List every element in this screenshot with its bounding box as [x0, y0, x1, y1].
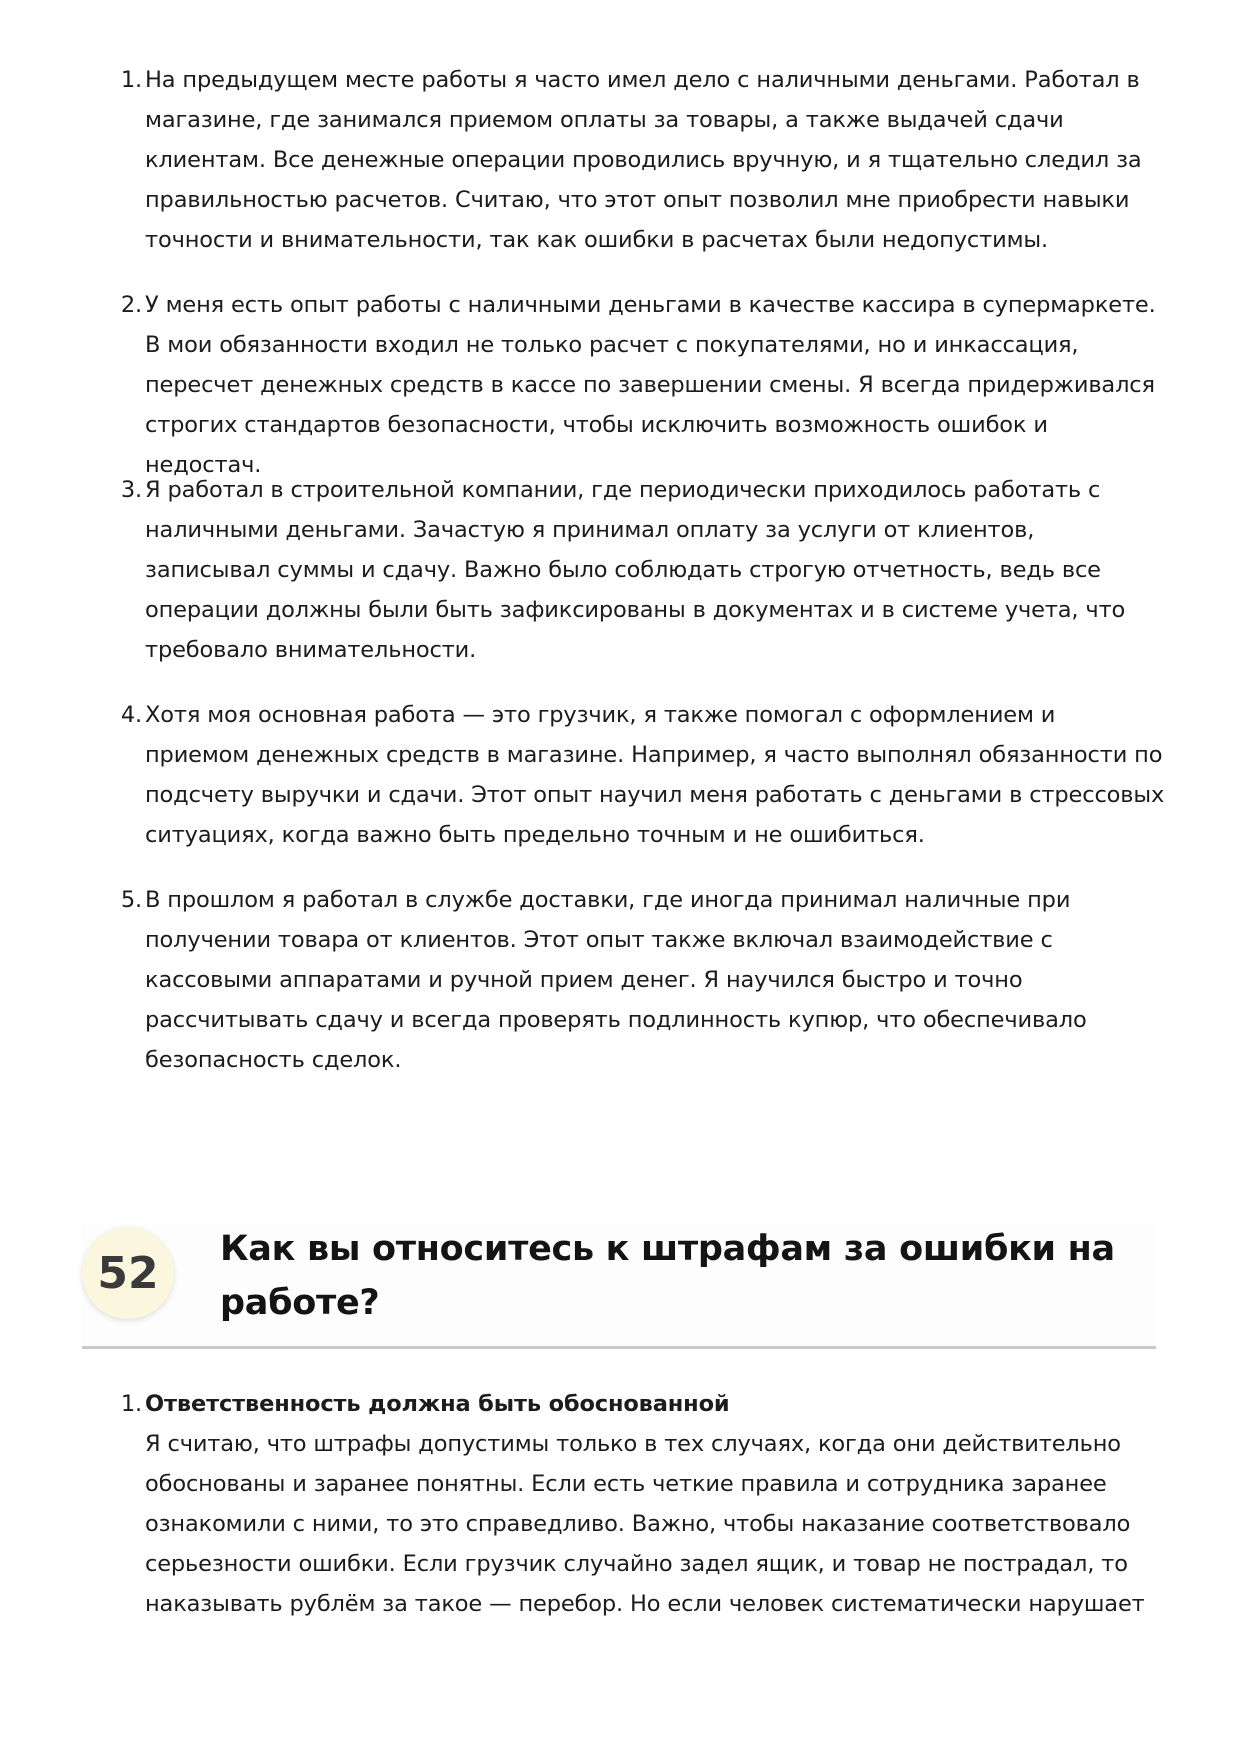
question-header: [82, 1222, 1156, 1349]
answer-text: У меня есть опыт работы с наличными деньгами в качестве кассира в супермаркете. В мои обязанности входил не только расчет с покупателями, но и инкассация, пересчет денежных средств в кассе по завершении смены. Я всегда придерживался строгих стандартов безопасности, чтобы исключить возможность ошибок и недостач.: [145, 292, 1156, 478]
answer-item-1: [120, 60, 1165, 260]
answer-text: Я работал в строительной компании, где периодически приходилось работать с наличными деньгами. Зачастую я принимал оплату за услуги от клиентов, записывал суммы и сдачу. Важно было соблюдать строгую отчетность, ведь все операции должны были быть зафиксированы в документах и в системе учета, что требовало внимательности.: [145, 477, 1126, 663]
answer-item-5: [120, 880, 1165, 1080]
answer-item-3: [120, 470, 1165, 670]
answer-number: 3.: [120, 477, 142, 503]
question-number-badge: 52: [82, 1227, 174, 1319]
answer-number: 1.: [120, 1391, 142, 1417]
answer-heading: Ответственность должна быть обоснованной: [145, 1391, 730, 1417]
answer-text: На предыдущем месте работы я часто имел дело с наличными деньгами. Работал в магазине, где занимался приемом оплаты за товары, а также выдачей сдачи клиентам. Все денежные операции проводились вручную, и я тщательно следил за правильностью расчетов. Считаю, что этот опыт позволил мне приобрести навыки точности и внимательности, так как ошибки в расчетах были недопустимы.: [145, 67, 1142, 253]
answer-text: Хотя моя основная работа — это грузчик, я также помогал с оформлением и приемом денежных средств в магазине. Например, я часто выполнял обязанности по подсчету выручки и сдачи. Этот опыт научил меня работать с деньгами в стрессовых ситуациях, когда важно быть предельно точным и не ошибиться.: [145, 702, 1165, 848]
answer-item-4: [120, 695, 1165, 855]
answer-item-2: [120, 285, 1165, 485]
answer-number: 4.: [120, 702, 142, 728]
answer-number: 5.: [120, 887, 142, 913]
answer-number: 1.: [120, 67, 142, 93]
question-answer-item-1: [120, 1384, 1165, 1624]
question-title: Как вы относитесь к штрафам за ошибки на работе?: [220, 1229, 1115, 1323]
answer-text: В прошлом я работал в службе доставки, где иногда принимал наличные при получении товара от клиентов. Этот опыт также включал взаимодействие с кассовыми аппаратами и ручной прием денег. Я научился быстро и точно рассчитывать сдачу и всегда проверять подлинность купюр, что обеспечивало безопасность сделок.: [145, 887, 1087, 1073]
answer-number: 2.: [120, 292, 142, 318]
answer-text: Я считаю, что штрафы допустимы только в тех случаях, когда они действительно обоснованы и заранее понятны. Если есть четкие правила и сотрудника заранее ознакомили с ними, то это справедливо. Важно, чтобы наказание соответствовало серьезности ошибки. Если грузчик случайно задел ящик, и товар не пострадал, то наказывать рублём за такое — перебор. Но если человек систематически нарушает: [145, 1431, 1145, 1617]
